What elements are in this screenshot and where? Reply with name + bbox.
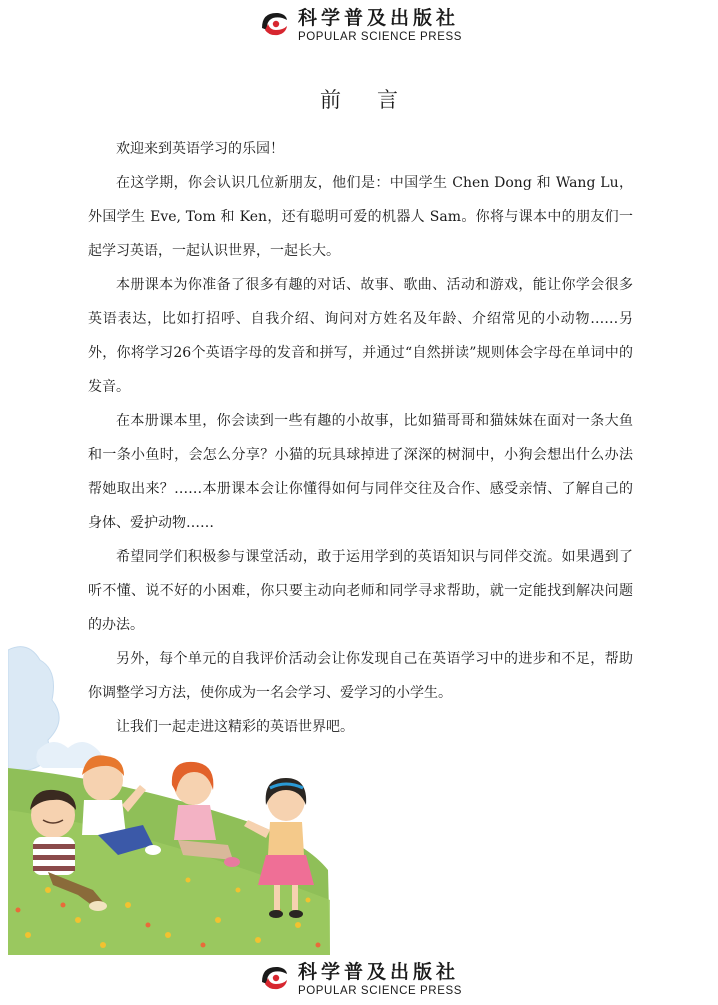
cloud-icon bbox=[8, 647, 102, 770]
page-title: 前言 bbox=[320, 88, 434, 112]
children-on-hill-illustration bbox=[8, 640, 338, 955]
child-red-hair-girl bbox=[172, 762, 240, 867]
paragraph-3: 本册课本为你准备了很多有趣的对话、故事、歌曲、活动和游戏，能让你学会很多英语表达，比如打招呼、自我介绍、询问对方姓名及年龄、介绍常见的小动物……另外，你将学习26个英语字母的发音和拼写，并通过“自然拼读”规则体会字母在单词中的发音。 bbox=[88, 277, 633, 395]
paragraph-2: 在这学期，你会认识几位新朋友，他们是：中国学生 Chen Dong 和 Wang Lu，外国学生 Eve, Tom 和 Ken，还有聪明可爱的机器人 Sam。你将与课本中的朋友们一起学习英语，一起认识世界，一起长大。 bbox=[88, 175, 633, 259]
publisher-name-en: POPULAR SCIENCE PRESS bbox=[297, 30, 463, 43]
publisher-header bbox=[0, 2, 718, 48]
publisher-footer bbox=[0, 956, 718, 1002]
paragraph-1: 欢迎来到英语学习的乐园！ bbox=[116, 141, 284, 157]
publisher-name-en: POPULAR SCIENCE PRESS bbox=[297, 984, 463, 997]
publisher-logo-icon bbox=[256, 962, 290, 996]
publisher-name-cn: 科学普及出版社 bbox=[297, 960, 459, 983]
paragraph-4: 在本册课本里，你会读到一些有趣的小故事，比如猫哥哥和猫妹妹在面对一条大鱼和一条小鱼时，会怎么分享？小猫的玩具球掉进了深深的树洞中，小狗会想出什么办法帮她取出来？……本册课本会让你懂得如何与同伴交往及合作、感受亲情、了解自己的身体、爱护动物…… bbox=[88, 413, 633, 531]
paragraph-5: 希望同学们积极参与课堂活动，敢于运用学到的英语知识与同伴交流。如果遇到了听不懂、说不好的小困难，你只要主动向老师和同学寻求帮助，就一定能找到解决问题的办法。 bbox=[88, 549, 633, 633]
publisher-name-cn: 科学普及出版社 bbox=[297, 6, 459, 29]
paragraph-7: 让我们一起走进这精彩的英语世界吧。 bbox=[116, 719, 354, 735]
paragraph-6: 另外，每个单元的自我评价活动会让你发现自己在英语学习中的进步和不足，帮助你调整学习方法，使你成为一名会学习、爱学习的小学生。 bbox=[88, 651, 633, 701]
publisher-logo-icon bbox=[256, 8, 290, 42]
